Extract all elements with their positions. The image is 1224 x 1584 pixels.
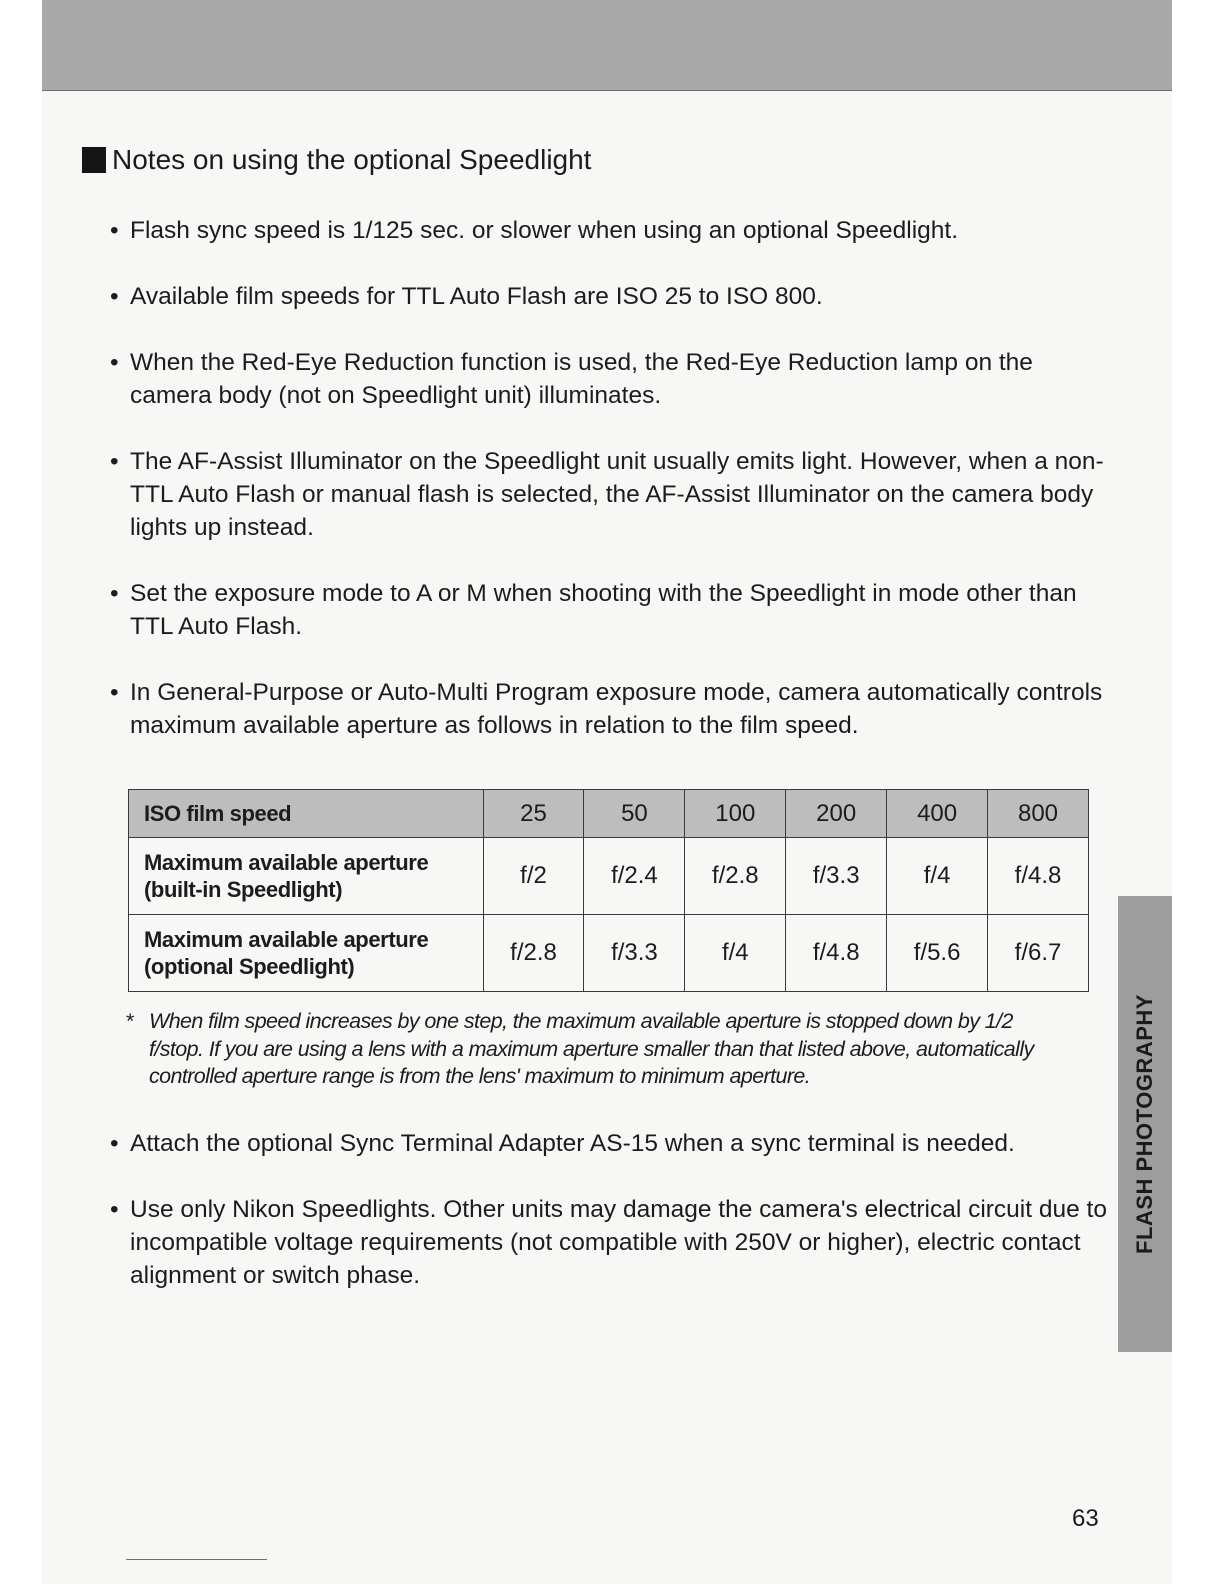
footnote-marker: * <box>126 1009 134 1033</box>
row-label-line: (optional Speedlight) <box>144 954 355 979</box>
notes-list-top <box>110 214 1110 775</box>
note-item: • Flash sync speed is 1/125 sec. or slower when using an optional Speedlight. <box>110 214 1110 247</box>
row-label-line: Maximum available aperture <box>144 927 429 952</box>
table-row <box>129 838 1089 915</box>
note-item: • When the Red-Eye Reduction function is used, the Red-Eye Reduction lamp on the camera body (not on Speedlight unit) illuminates. <box>110 346 1110 412</box>
table-cell: f/2.4 <box>584 838 685 915</box>
table-header-row <box>129 790 1089 838</box>
note-item: • The AF-Assist Illuminator on the Speedlight unit usually emits light. However, when a non-TTL Auto Flash or manual flash is selected, the AF-Assist Illuminator on the camera body lights up instead. <box>110 445 1110 544</box>
header-iso-label: ISO film speed <box>129 790 484 838</box>
note-item: • Set the exposure mode to A or M when shooting with the Speedlight in mode other than TTL Auto Flash. <box>110 577 1110 643</box>
header-iso-value: 400 <box>887 790 988 838</box>
notes-list-bottom <box>110 1127 1110 1325</box>
table-cell: f/6.7 <box>988 915 1089 992</box>
section-title: Notes on using the optional Speedlight <box>112 144 592 175</box>
table-cell: f/5.6 <box>887 915 988 992</box>
section-heading <box>82 142 591 178</box>
table-cell: f/4 <box>685 915 786 992</box>
note-item: • Use only Nikon Speedlights. Other units may damage the camera's electrical circuit due to incompatible voltage requirements (not compatible with 250V or higher), electric contact alignment or switch phase. <box>110 1193 1110 1292</box>
table-cell: f/2.8 <box>685 838 786 915</box>
header-iso-value: 25 <box>483 790 584 838</box>
row-label <box>129 915 484 992</box>
table-cell: f/2 <box>483 838 584 915</box>
chapter-side-tab <box>1118 896 1172 1352</box>
header-iso-value: 800 <box>988 790 1089 838</box>
table-cell: f/3.3 <box>584 915 685 992</box>
table-cell: f/4 <box>887 838 988 915</box>
aperture-table <box>128 789 1089 992</box>
header-iso-value: 200 <box>786 790 887 838</box>
table-row <box>129 915 1089 992</box>
header-iso-value: 100 <box>685 790 786 838</box>
row-label <box>129 838 484 915</box>
square-bullet-icon <box>82 147 106 173</box>
table-cell: f/2.8 <box>483 915 584 992</box>
table-cell: f/4.8 <box>786 915 887 992</box>
row-label-line: Maximum available aperture <box>144 850 429 875</box>
table-cell: f/3.3 <box>786 838 887 915</box>
footnote <box>126 1008 1066 1091</box>
note-item: • In General-Purpose or Auto-Multi Program exposure mode, camera automatically controls maximum available aperture as follows in relation to the film speed. <box>110 676 1110 742</box>
note-item: • Attach the optional Sync Terminal Adapter AS-15 when a sync terminal is needed. <box>110 1127 1110 1160</box>
table-cell: f/4.8 <box>988 838 1089 915</box>
header-iso-value: 50 <box>584 790 685 838</box>
page-number: 63 <box>1072 1505 1099 1532</box>
divider-line <box>126 1559 267 1560</box>
header-band <box>42 0 1172 91</box>
footnote-text: When film speed increases by one step, the maximum available aperture is stopped down by 1/2 f/stop. If you are using a lens with a maximum aperture smaller than that listed above, automatically controlled aperture range is from the lens' maximum to minimum aperture. <box>149 1009 1034 1088</box>
row-label-line: (built-in Speedlight) <box>144 877 343 902</box>
note-item: • Available film speeds for TTL Auto Flash are ISO 25 to ISO 800. <box>110 280 1110 313</box>
chapter-label: FLASH PHOTOGRAPHY <box>1132 994 1157 1254</box>
